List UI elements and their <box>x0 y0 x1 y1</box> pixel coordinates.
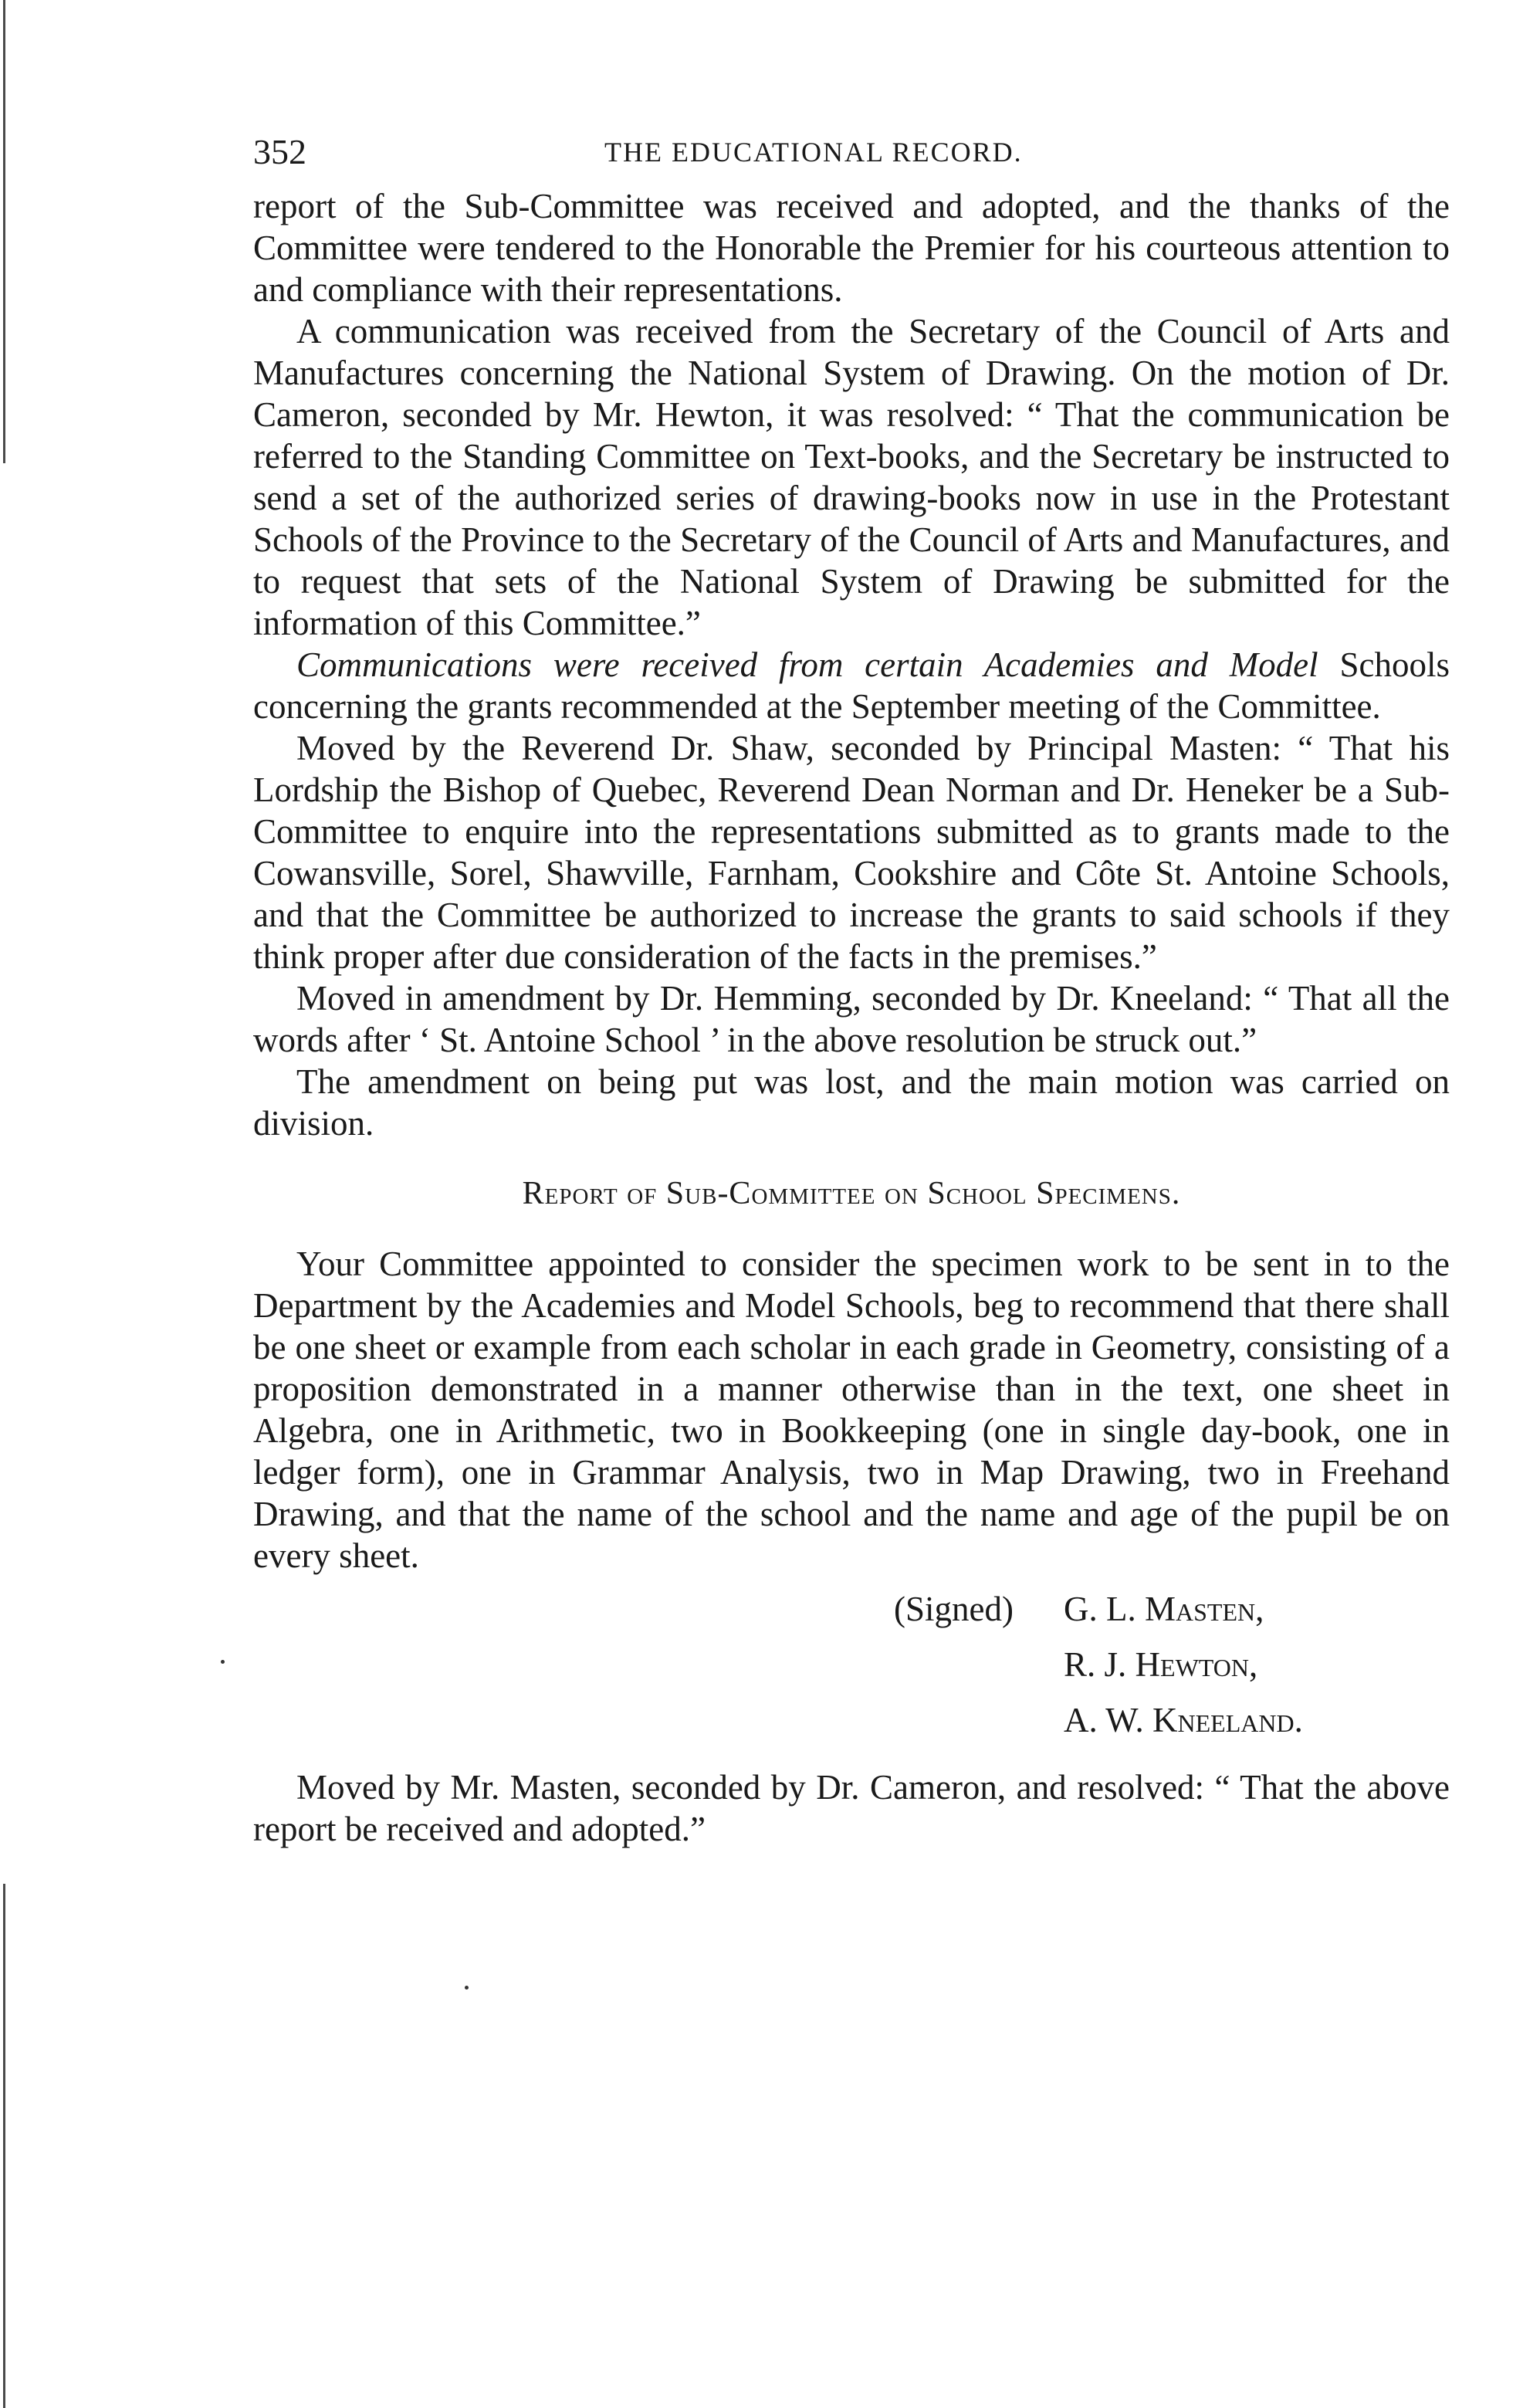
paragraph: Moved in amendment by Dr. Hemming, seconded by Dr. Kneeland: “ That all the words after ‘ St. Antoine School ’ in the above resolution be struck out.” <box>253 979 1450 1059</box>
paragraph-continuation: Schools concerning the grants recommended at the September meeting of the Committee. <box>253 645 1450 726</box>
page-number: 352 <box>253 132 306 171</box>
closing-paragraph: Moved by Mr. Masten, seconded by Dr. Cameron, and resolved: “ That the above report be received and adopted.” <box>253 1768 1450 1848</box>
signatory-name: A. W. Kneeland. <box>1064 1701 1303 1739</box>
signature-block <box>253 1589 1450 1766</box>
report-paragraph: Your Committee appointed to consider the specimen work to be sent in to the Department by the Academies and Model Schools, beg to recommend that there shall be one sheet or example from each scholar in each grade in Geometry, consisting of a proposition demonstrated in a manner otherwise than in the text, one sheet in Algebra, one in Arithmetic, two in Bookkeeping (one in single day-book, one in ledger form), one in Grammar Analysis, two in Map Drawing, two in Freehand Drawing, and that the name of the school and the name and age of the pupil be on every sheet. <box>253 1245 1450 1575</box>
paragraph: The amendment on being put was lost, and the main motion was carried on division. <box>253 1062 1450 1143</box>
paragraph: report of the Sub-Committee was received and adopted, and the thanks of the Committee were tendered to the Honorable the Premier for his courteous attention to and compliance with their representations. <box>253 187 1450 309</box>
paragraph: A communication was received from the Secretary of the Council of Arts and Manufactures concerning the National System of Drawing. On the motion of Dr. Cameron, seconded by Mr. Hewton, it was resolved: “ That the communication be referred to the Standing Committee on Text-books, and the Secretary be instructed to send a set of the authorized series of drawing-books now in use in the Protestant Schools of the Province to the Secretary of the Council of Arts and Manufactures, and to request that sets of the National System of Drawing be submitted for the information of this Committee.” <box>253 312 1450 642</box>
print-speck <box>465 1986 469 1990</box>
body-text <box>253 185 1450 1850</box>
page-header <box>253 131 1450 185</box>
signatory-name: R. J. Hewton, <box>1064 1645 1258 1684</box>
signed-label: (Signed) <box>894 1590 1014 1628</box>
signatory-name: G. L. Masten, <box>1064 1590 1264 1628</box>
page-edge-line <box>3 1884 5 2408</box>
paragraph <box>253 644 1450 727</box>
paragraph: Moved by the Reverend Dr. Shaw, seconded by Principal Masten: “ That his Lordship the Bishop of Quebec, Reverend Dean Norman and Dr. Heneker be a Sub-Committee to enquire into the representations submitted as to grants made to the Cowansville, Sorel, Shawville, Farnham, Cookshire and Côte St. Antoine Schools, and that the Committee be authorized to increase the grants to said schools if they think proper after due consideration of the facts in the premises.” <box>253 729 1450 976</box>
section-heading: Report of Sub-Committee on School Specimens. <box>522 1176 1181 1211</box>
italic-lead: Communications were received from certain Academies and Model <box>296 645 1318 684</box>
page <box>253 131 1450 1850</box>
page-edge-line <box>3 0 5 463</box>
running-head: THE EDUCATIONAL RECORD. <box>604 137 1023 168</box>
print-speck <box>221 1660 225 1664</box>
